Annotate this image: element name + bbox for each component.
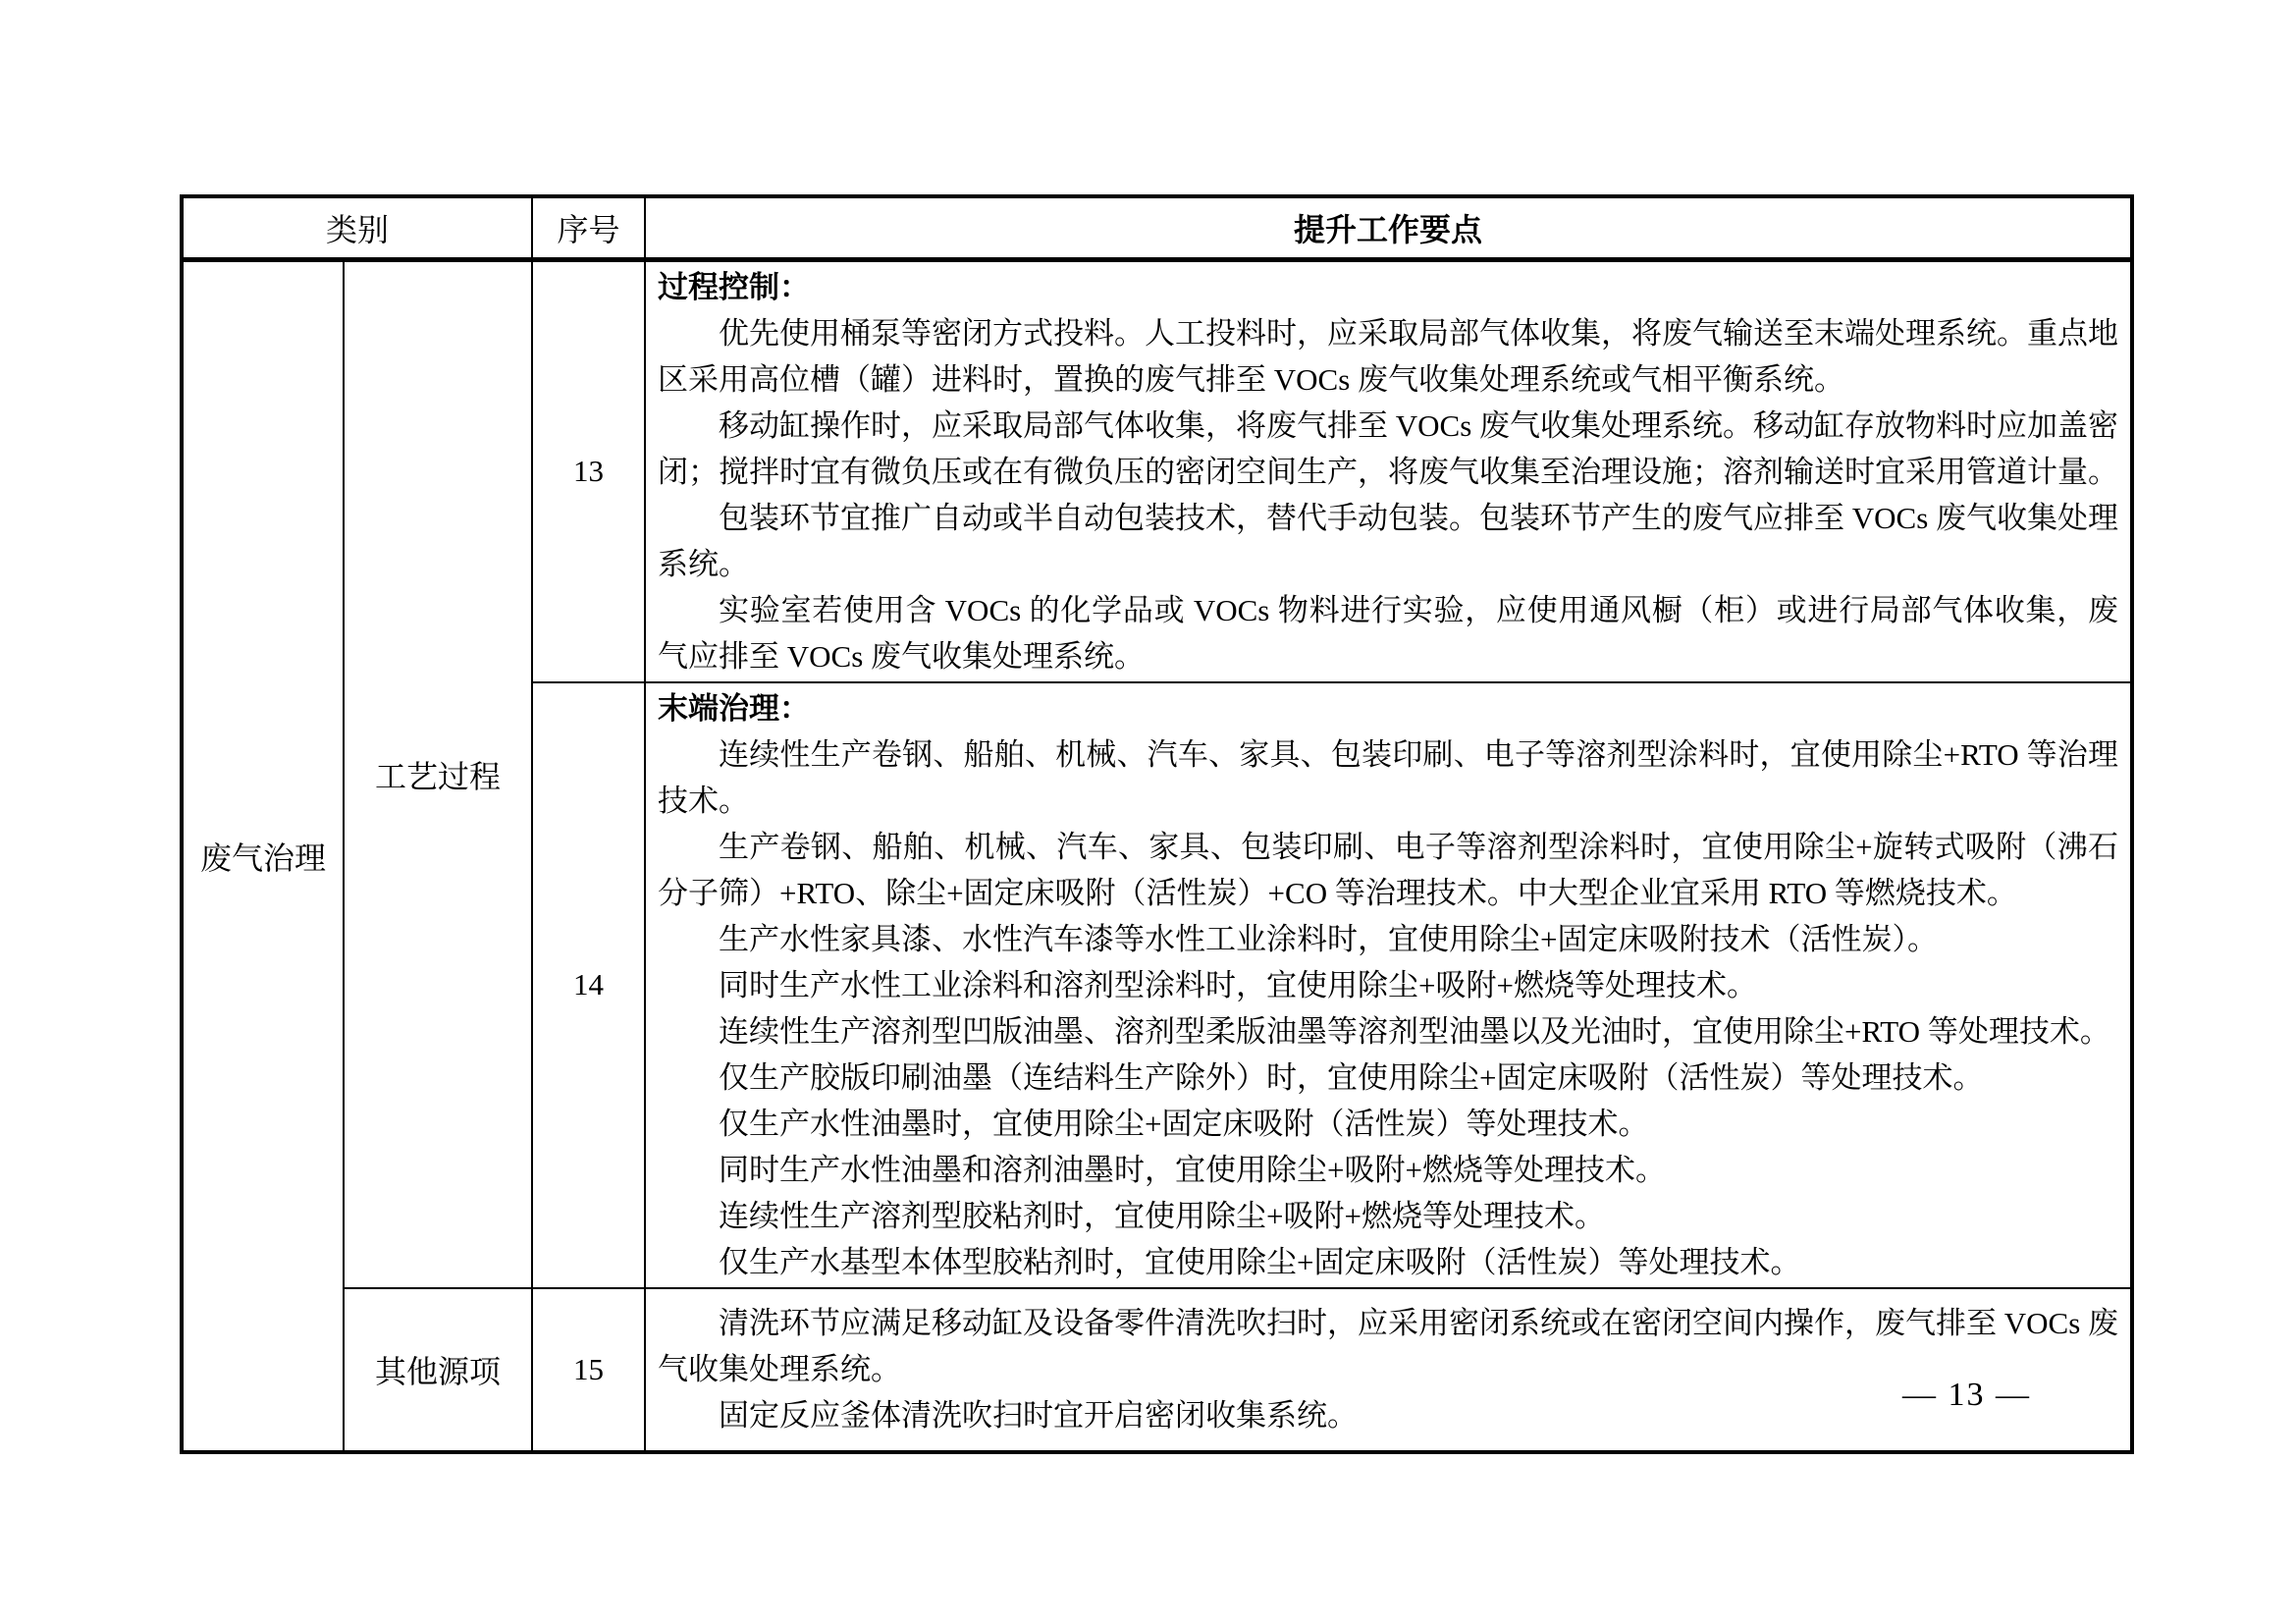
paragraph: 连续性生产溶剂型胶粘剂时，宜使用除尘+吸附+燃烧等处理技术。 [719,1198,1605,1233]
paragraph: 固定反应釜体清洗吹扫时宜开启密闭收集系统。 [719,1398,1359,1433]
paragraph: 移动缸操作时，应采取局部气体收集，将废气排至 VOCs 废气收集处理系统。移动缸存放物料时应加盖密闭；搅拌时宜有微负压或在有微负压的密闭空间生产，将废气收集至治理设施；溶剂输送时宜采用管道计量。 [658,407,2119,489]
cell-serial-15: 15 [532,1288,645,1452]
cell-serial-13: 13 [532,259,645,682]
paragraph: 实验室若使用含 VOCs 的化学品或 VOCs 物料进行实验，应使用通风橱（柜）或进行局部气体收集，废气应排至 VOCs 废气收集处理系统。 [658,592,2119,674]
cell-points-13 [645,259,2132,682]
paragraph: 同时生产水性工业涂料和溶剂型涂料时，宜使用除尘+吸附+燃烧等处理技术。 [719,967,1757,1002]
page-number: — 13 — [1902,1377,2031,1413]
table-row-13 [182,259,2132,682]
cell-points-15 [645,1288,2132,1452]
paragraph: 包装环节宜推广自动或半自动包装技术，替代手动包装。包装环节产生的废气应排至 VOCs 废气收集处理系统。 [658,500,2119,581]
paragraph: 连续性生产溶剂型凹版油墨、溶剂型柔版油墨等溶剂型油墨以及光油时，宜使用除尘+RTO 等处理技术。 [719,1013,2110,1049]
header-serial: 序号 [532,196,645,259]
paragraph: 生产卷钢、船舶、机械、汽车、家具、包装印刷、电子等溶剂型涂料时，宜使用除尘+旋转式吸附（沸石分子筛）+RTO、除尘+固定床吸附（活性炭）+CO 等治理技术。中大型企业宜采用 RTO 等燃烧技术。 [658,829,2119,910]
cell-category-waste-gas: 废气治理 [182,259,344,1452]
table-header-row [182,196,2132,259]
vocs-improvement-table [180,194,2134,1454]
cell-points-14 [645,682,2132,1288]
paragraph: 连续性生产卷钢、船舶、机械、汽车、家具、包装印刷、电子等溶剂型涂料时，宜使用除尘+RTO 等治理技术。 [658,736,2119,818]
header-category: 类别 [182,196,532,259]
cell-subcategory-process: 工艺过程 [344,259,532,1288]
cell-serial-14: 14 [532,682,645,1288]
paragraph: 仅生产水性油墨时，宜使用除尘+固定床吸附（活性炭）等处理技术。 [719,1106,1649,1141]
header-points: 提升工作要点 [645,196,2132,259]
paragraph: 仅生产胶版印刷油墨（连结料生产除外）时，宜使用除尘+固定床吸附（活性炭）等处理技术。 [719,1059,1984,1095]
cell-subcategory-other-sources: 其他源项 [344,1288,532,1452]
paragraph: 仅生产水基型本体型胶粘剂时，宜使用除尘+固定床吸附（活性炭）等处理技术。 [719,1244,1801,1279]
paragraph-heading-end-treatment: 末端治理： [658,690,811,726]
paragraph: 生产水性家具漆、水性汽车漆等水性工业涂料时，宜使用除尘+固定床吸附技术（活性炭）。 [719,921,1938,956]
paragraph: 清洗环节应满足移动缸及设备零件清洗吹扫时，应采用密闭系统或在密闭空间内操作，废气排至 VOCs 废气收集处理系统。 [658,1306,2119,1386]
paragraph: 优先使用桶泵等密闭方式投料。人工投料时，应采取局部气体收集，将废气输送至末端处理系统。重点地区采用高位槽（罐）进料时，置换的废气排至 VOCs 废气收集处理系统或气相平衡系统。 [658,315,2119,397]
paragraph-heading-process-control: 过程控制： [658,269,811,304]
table-row-15 [182,1288,2132,1452]
paragraph: 同时生产水性油墨和溶剂油墨时，宜使用除尘+吸附+燃烧等处理技术。 [719,1152,1666,1187]
